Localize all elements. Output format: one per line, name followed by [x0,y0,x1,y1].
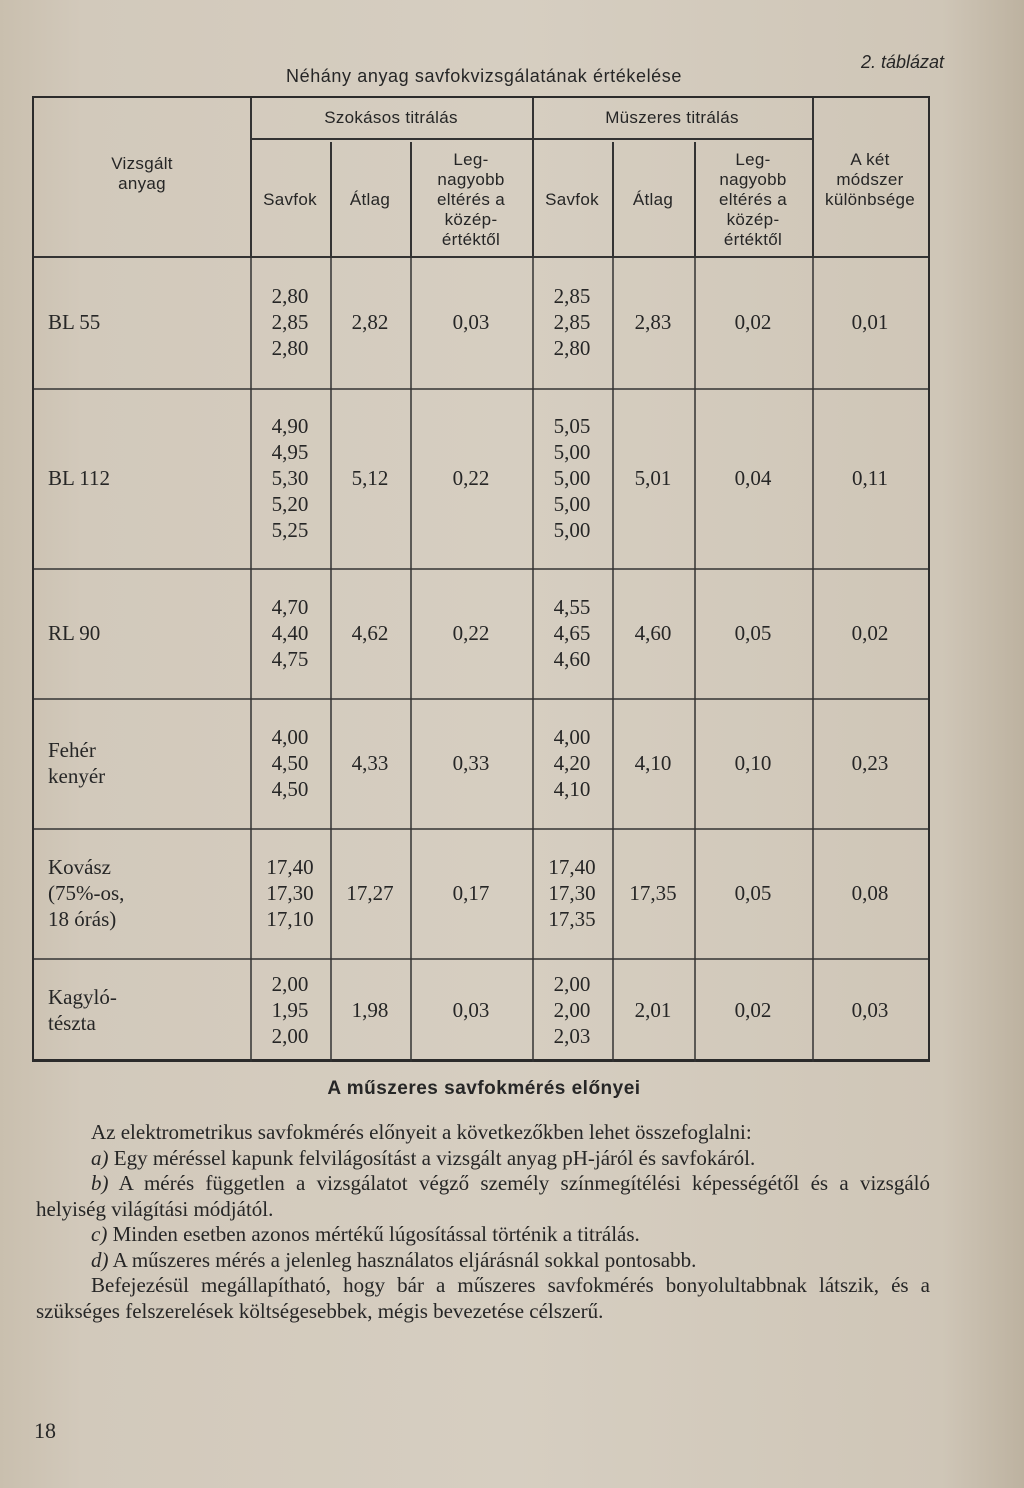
header-atlag: Átlag [349,190,391,209]
method-difference: 0,23 [851,751,889,775]
list-item-b [36,1171,930,1222]
column-divider [612,256,614,1062]
instrument-deviation: 0,02 [734,998,772,1022]
header-rule [34,256,928,258]
instrument-average: 5,01 [634,466,672,490]
header-max-deviation: Leg- nagyobb eltérés a közép- értéktől [437,150,505,249]
instrument-deviation: 0,02 [734,310,772,334]
method-difference: 0,01 [851,310,889,334]
item-marker: a) [91,1145,109,1170]
standard-values: 17,40 17,30 17,10 [266,855,314,931]
row-separator [34,958,928,960]
row-label: Kagyló- tészta [48,985,117,1035]
section-title: A műszeres savfokmérés előnyei [327,1078,641,1099]
item-text: Minden esetben azonos mértékű lúgosítással történik a titrálás. [112,1222,640,1246]
item-text: A mérés független a vizsgálatot végző személy színmegítélési képességétől és a vizsgáló helyiség világítási módjától. [36,1171,930,1221]
group-underline [250,138,812,140]
standard-deviation: 0,03 [452,310,490,334]
row-separator [34,568,928,570]
header-group-instrument: Müszeres titrálás [605,108,739,127]
standard-values: 4,00 4,50 4,50 [271,725,309,801]
body-text [36,1120,930,1324]
row-label: Kovász (75%-os, 18 órás) [48,855,125,931]
standard-average: 4,33 [351,751,389,775]
list-item-d [36,1248,930,1274]
header-group-standard: Szokásos titrálás [324,108,458,127]
table-number: 2. táblázat [860,52,944,72]
row-label: BL 55 [48,310,101,334]
standard-average: 1,98 [351,998,389,1022]
item-text: Egy méréssel kapunk felvilágosítást a vizsgált anyag pH-járól és savfokáról. [113,1145,756,1170]
row-separator [34,698,928,700]
method-difference: 0,11 [852,466,888,490]
instrument-values: 4,00 4,20 4,10 [553,725,591,801]
header-savfok: Savfok [263,190,317,209]
instrument-values: 4,55 4,65 4,60 [553,595,591,671]
header-max-deviation: Leg- nagyobb eltérés a közép- értéktől [719,150,787,249]
data-table [32,96,930,1062]
instrument-average: 17,35 [629,881,677,905]
standard-average: 17,27 [346,881,394,905]
header-method-difference: A két módszer különbsége [825,150,915,209]
header-atlag: Átlag [632,190,674,209]
instrument-average: 2,83 [634,310,672,334]
standard-deviation: 0,17 [452,881,490,905]
method-difference: 0,02 [851,621,889,645]
item-marker: c) [91,1222,108,1246]
standard-deviation: 0,22 [452,621,490,645]
instrument-deviation: 0,05 [734,881,772,905]
standard-average: 5,12 [351,466,389,490]
column-divider [812,256,814,1062]
item-marker: d) [91,1247,109,1272]
column-divider [330,256,332,1062]
instrument-deviation: 0,10 [734,751,772,775]
standard-values: 4,90 4,95 5,30 5,20 5,25 [271,414,309,542]
standard-deviation: 0,33 [452,751,490,775]
column-divider [694,256,696,1062]
header-material: Vizsgált anyag [111,154,173,193]
item-marker: b) [91,1171,109,1195]
conclusion-paragraph: Befejezésül megállapítható, hogy bár a műszeres savfokmérés bonyolultabbnak látszik, és a szükséges felszerelések költségesebbek, mégis bevezetése célszerű. [36,1273,930,1323]
row-label: BL 112 [48,466,111,490]
instrument-values: 2,00 2,00 2,03 [553,972,591,1048]
page-number: 18 [34,1418,56,1443]
instrument-average: 2,01 [634,998,672,1022]
standard-values: 2,00 1,95 2,00 [271,972,309,1048]
standard-deviation: 0,03 [452,998,490,1022]
row-label: RL 90 [48,621,101,645]
list-item-a [36,1146,930,1172]
standard-average: 2,82 [351,310,389,334]
intro-paragraph: Az elektrometrikus savfokmérés előnyeit a következőkben lehet összefoglalni: [91,1120,752,1144]
row-label: Fehér kenyér [48,738,106,788]
column-divider [410,256,412,1062]
row-separator [34,388,928,390]
list-item-c [36,1222,930,1248]
instrument-average: 4,10 [634,751,672,775]
header-savfok: Savfok [545,190,599,209]
standard-values: 2,80 2,85 2,80 [271,284,309,360]
instrument-deviation: 0,04 [734,466,772,490]
table-caption: Néhány anyag savfokvizsgálatának értékelése [285,66,683,86]
standard-average: 4,62 [351,621,389,645]
standard-deviation: 0,22 [452,466,490,490]
instrument-values: 2,85 2,85 2,80 [553,284,591,360]
item-text: A műszeres mérés a jelenleg használatos eljárásnál sokkal pontosabb. [112,1247,697,1272]
row-separator [34,828,928,830]
instrument-average: 4,60 [634,621,672,645]
instrument-deviation: 0,05 [734,621,772,645]
instrument-values: 17,40 17,30 17,35 [548,855,596,931]
standard-values: 4,70 4,40 4,75 [271,595,309,671]
method-difference: 0,08 [851,881,889,905]
method-difference: 0,03 [851,998,889,1022]
instrument-values: 5,05 5,00 5,00 5,00 5,00 [553,414,591,542]
